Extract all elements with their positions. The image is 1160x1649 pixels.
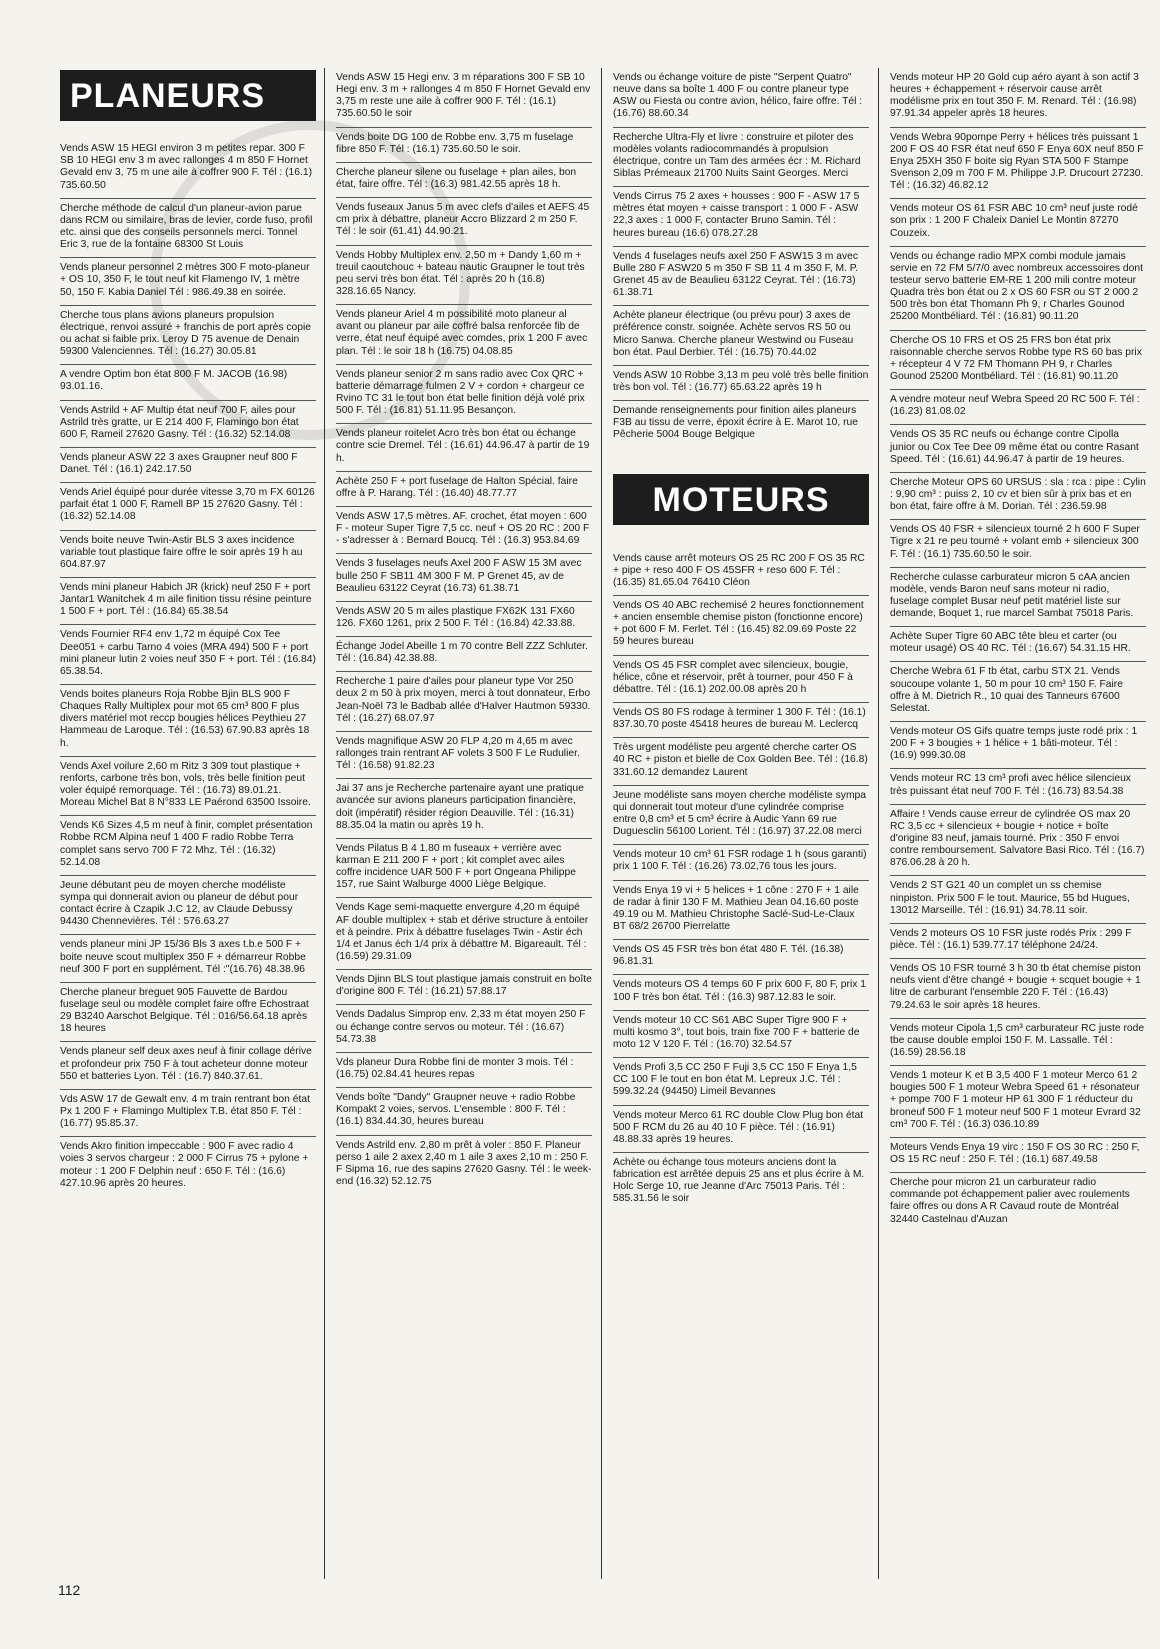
section-header-moteurs: MOTEURS <box>613 474 869 525</box>
section-header-planeurs: PLANEURS <box>60 70 316 121</box>
classified-ad: Vends K6 Sizes 4,5 m neuf à finir, complet présentation Robbe RCM Alpina neuf 1 400 F radio Robbe Terra complet sans servo 700 F 72 Mhz. Tél : (16.32) 52.14.08 <box>60 816 316 876</box>
classified-ad: Vends Hobby Multiplex env. 2,50 m + Dandy 1,60 m + treuil caoutchouc + bateau nautic Graupner le tout très peu servi très bon état. Tél : après 20 h (16.8) 328.16.65 Nancy. <box>336 246 592 306</box>
column-divider <box>878 68 879 1579</box>
classified-ad: Vends Profi 3,5 CC 250 F Fuji 3,5 CC 150 F Enya 1,5 CC 100 F le tout en bon état M. Lepreux J.C. Tél : 599.32.24 (94450) Limeil Bevannes <box>613 1058 869 1105</box>
classified-ad: Vends boites planeurs Roja Robbe Bjin BLS 900 F Chaques Rally Multiplex pour mot 65 cm³ 800 F plus divers matériel mot reccp bougies hélices Peythieu 27 Hammeau de Laroque. Tél : (16.53) 67.90.83 après 18 h. <box>60 685 316 757</box>
classified-ad: Vends moteur Cipola 1,5 cm³ carburateur RC juste rode tbe cause double emploi 150 F. M. Lassalle. Tél : (16.59) 28.56.18 <box>890 1019 1146 1066</box>
classified-ad: Vends boite neuve Twin-Astir BLS 3 axes incidence variable tout plastique faire offre le soir après 19 h au 604.87.97 <box>60 531 316 578</box>
classified-ad: Cherche planeur silene ou fuselage + plan ailes, bon état, faire offre. Tél : (16.3) 981.42.55 après 18 h. <box>336 163 592 198</box>
classified-ad: Cherche méthode de calcul d'un planeur-avion parue dans RCM ou similaire, bras de levier, corde fuso, profil etc. ainsi que des conseils personnels merci. Tonnel Eric 3, rue de la fontaine 68300 St Louis <box>60 199 316 259</box>
classified-ad: Vends OS 40 ABC rechemisé 2 heures fonctionnement + ancien ensemble chemise piston (fonctionne encore) + pot 600 F M. Ferlet. Tél : (16.45) 82.09.69 Poste 22 59 heures bureau <box>613 596 869 656</box>
classified-ad: Vends fuseaux Janus 5 m avec clefs d'ailes et AEFS 45 cm prix à débattre, planeur Accro Blizzard 2 m 250 F. Tél : le soir (61.41) 44.90.21. <box>336 198 592 245</box>
classified-ad: Vends OS 45 FSR complet avec silencieux, bougie, hélice, cône et réservoir, prêt à tourner, pour 450 F à débattre. Tél : (16.1) 202.00.08 après 20 h <box>613 656 869 703</box>
classified-ad: Vends Astrild env. 2,80 m prêt à voler : 850 F. Planeur perso 1 aile 2 axex 2,40 m 1 aile 3 axes 2,10 m : 250 F. F Sipma 16, rue des sapins 27620 Gasny. Tél : le week-end (16.32) 52.12.75 <box>336 1139 592 1187</box>
classified-ad: Vends planeur ASW 22 3 axes Graupner neuf 800 F Danet. Tél : (16.1) 242.17.50 <box>60 448 316 483</box>
classified-ad: Vends OS 40 FSR + silencieux tourné 2 h 600 F Super Tigre x 21 re peu tourné + volant emb + silencieux 300 F. Tél : (16.1) 735.60.50 le soir. <box>890 520 1146 567</box>
classified-ad: Vends ASW 17,5 mètres. AF. crochet, état moyen : 600 F - moteur Super Tigre 7,5 cc. neuf + OS 20 RC : 200 F - s'adresser à : Bernard Boucq. Tél : (16.3) 953.84.69 <box>336 507 592 554</box>
classified-ad: Vends cause arrêt moteurs OS 25 RC 200 F OS 35 RC + pipe + reso 400 F OS 45SFR + reso 600 F. Tél : (16.35) 81.65.04 76410 Cléon <box>613 549 869 596</box>
classified-ad: Vends Akro finition impeccable : 900 F avec radio 4 voies 3 servos chargeur : 2 000 F Cirrus 75 + pylone + moteur : 1 200 F Delphin neuf : 650 F. Tél : (16.6) 427.10.96 après 20 heures. <box>60 1141 309 1189</box>
classified-ad: Vends planeur senior 2 m sans radio avec Cox QRC + batterie démarrage fulmen 2 V + cordon + chargeur ce Rvino TC 31 le tout bon état belle finition déjà volé prix 500 F. Tél : (16.81) 51.11.95 Besançon. <box>336 365 592 425</box>
classified-ad: Demande renseignements pour finition ailes planeurs F3B au tissu de verre, époxit écrire à E. Marot 10, rue Pêcherie 5004 Bouge Belgique <box>613 405 858 441</box>
column-4 <box>890 68 1146 1579</box>
classified-ad: Vends moteur Merco 61 RC double Clow Plug bon état 500 F RCM du 26 au 40 10 F pièce. Tél : (16.91) 48.88.33 après 19 heures. <box>613 1106 869 1153</box>
classified-ad: Vends moteur HP 20 Gold cup aéro ayant à son actif 3 heures + échappement + réservoir cause arrêt modélisme prix en tout 350 F. M. Renard. Tél : (16.98) 97.91.34 appeler après 18 heures. <box>890 68 1146 128</box>
classified-ad: Vends OS 10 FSR tourné 3 h 30 tb état chemise piston neufs vient d'être changé + bougie + scquet bougie + 1 litre de carburant l'ensemble 220 F. Tél : (16.43) 79.24.63 le soir après 18 heures. <box>890 959 1146 1019</box>
classified-ad: A vendre Optim bon état 800 F M. JACOB (16.98) 93.01.16. <box>60 365 316 400</box>
column-divider <box>324 68 325 1579</box>
classified-ad: Vends 4 fuselages neufs axel 250 F ASW15 3 m avec Bulle 280 F ASW20 5 m 350 F SB 11 4 m 350 F, M. P. Grenet 45 av de Beaulieu 63122 Ceyrat. Tél : (16.73) 61.38.71 <box>613 247 869 307</box>
classified-ad: Vends 1 moteur K et B 3,5 400 F 1 moteur Merco 61 2 bougies 500 F 1 moteur Webra Speed 61 + résonateur + pompe 700 F 1 moteur HP 61 300 F 1 réducteur du broneuf 500 F 1 moteur neuf 500 F 1 moteur Evrard 32 cm³ 700 F. Tél : (16.3) 036.10.89 <box>890 1066 1146 1138</box>
classified-ad: Vends Enya 19 vi + 5 helices + 1 cône : 270 F + 1 aile de radar à finir 130 F M. Mathieu Jean 04.16.60 poste 49.19 ou M. Mathieu Christophe Saclé-Sud-Le-Claux BT 68/2 26700 Pierrelatte <box>613 881 869 941</box>
classified-ad: Vends OS 35 RC neufs ou échange contre Cipolla junior ou Cox Tee Dee 09 même état ou contre Rasant Speed. Tél : (16.61) 44.96.47 à partir de 19 heures. <box>890 425 1146 472</box>
classified-ad: Vends Ariel équipé pour durée vitesse 3,70 m FX 60126 parfait état 1 000 F, Ramell BP 15 27620 Gasny. Tél : (16.32) 52.14.08 <box>60 483 316 530</box>
column-1 <box>60 68 316 1579</box>
classified-ad: Vends OS 80 FS rodage à terminer 1 300 F. Tél : (16.1) 837.30.70 poste 45418 heures de bureau M. Leclercq <box>613 703 869 738</box>
classified-ad: Vends Fournier RF4 env 1,72 m équipé Cox Tee Dee051 + carbu Tarno 4 voies (MRA 494) 500 F + port mini planeur lutin 2 voies neuf 350 F + port. Tél : (16.84) 65.38.54. <box>60 625 316 685</box>
classified-ad: Vends ou échange voiture de piste "Serpent Quatro" neuve dans sa boîte 1 400 F ou contre planeur type ASW ou Fiesta ou contre avion, hélico, faire offre. Tél : (16.76) 88.60.34 <box>613 68 869 128</box>
classified-ad: Cherche Moteur OPS 60 URSUS : sla : rca : pipe : Cylin : 9,90 cm³ : puiss 2, 10 cv et bien sûr à prix bas et en bon état, faire offre à M. Dorian. Tél : 236.59.98 <box>890 473 1146 520</box>
classified-ad: Cherche tous plans avions planeurs propulsion électrique, renvoi assuré + franchis de port après copie ou achat si faible prix. Leroy D 75 avenue de Denain 59300 Valenciennes. Tél : (16.27) 30.05.81 <box>60 306 316 366</box>
classified-ad: Vends moteur 10 CC S61 ABC Super Tigre 900 F + multi kosmo 3°, tout bois, train fixe 700 F + batterie de moto 12 V 120 F. Tél : (16.70) 32.54.57 <box>613 1011 869 1058</box>
classified-ad: Vends mini planeur Habich JR (krick) neuf 250 F + port Jantar1 Wanitchek 4 m aile finition tissu résine peinture 1 500 F + port. Tél : (16.84) 65.38.54 <box>60 578 316 625</box>
classified-ad: Vends 2 moteurs OS 10 FSR juste rodés Prix : 299 F pièce. Tél : (16.1) 539.77.17 téléphone 24/24. <box>890 924 1146 959</box>
classified-ad: Achète planeur électrique (ou prévu pour) 3 axes de préférence constr. soignée. Achète servos RS 50 ou Micro Sanwa. Cherche planeur Westwind ou Fuseau bon état. Paul Derbier. Tél : (16.75) 70.44.02 <box>613 306 869 366</box>
classified-ad: A vendre moteur neuf Webra Speed 20 RC 500 F. Tél : (16.23) 81.08.02 <box>890 390 1146 425</box>
classified-ad: Cherche planeur breguet 905 Fauvette de Bardou fuselage seul ou modèle complet faire offre Echostraat 29 B3240 Aarschot Belgique. Tél : 016/56.64.18 après 18 heures <box>60 983 316 1043</box>
classified-ad: Jai 37 ans je Recherche partenaire ayant une pratique avancée sur avions planeurs participation financière, doit (impératif) résider région Deauville. Tél : (16.31) 88.35.04 la matin ou après 19 h. <box>336 779 592 839</box>
classified-ad: Vends Webra 90pompe Perry + hélices très puissant 1 200 F OS 40 FSR état neuf 650 F Enya 60X neuf 850 F Enya 25XH 350 F boite sig Ryan STA 500 F Stampe Svenson 2,09 m 700 F M. Philippe J.P. Drucourt 27230. Tél : (16.32) 46.82.12 <box>890 128 1146 200</box>
column-divider <box>601 68 602 1579</box>
classified-ad: Recherche 1 paire d'ailes pour planeur type Vor 250 deux 2 m 50 à prix moyen, merci à tout donnateur, Erbo Jean-Noël 73 le Badbab allée d'Halver Hautmon 59330. Tél : (16.27) 68.07.97 <box>336 672 592 732</box>
classified-ad: Vends 2 ST G21 40 un complet un ss chemise ninpiston. Prix 500 F le tout. Maurice, 55 bd Hugues, 13012 Marseille. Tél : (16.91) 34.78.11 soir. <box>890 876 1146 923</box>
classified-ad: Vends OS 45 FSR très bon état 480 F. Tél. (16.38) 96.81.31 <box>613 940 869 975</box>
classified-ad: Vends moteur 10 cm³ 61 FSR rodage 1 h (sous garanti) prix 1 100 F. Tél : (16.26) 73.02,76 tous les jours. <box>613 845 869 880</box>
classified-ad: Vends boite DG 100 de Robbe env. 3,75 m fuselage fibre 850 F. Tél : (16.1) 735.60.50 le soir. <box>336 128 592 163</box>
classified-ad: Vends moteur OS 61 FSR ABC 10 cm³ neuf juste rodé son prix : 1 200 F Chaleix Daniel Le Montin 87270 Couzeix. <box>890 199 1146 246</box>
classified-ad: Cherche OS 10 FRS et OS 25 FRS bon état prix raisonnable cherche servos Robbe type RS 60 bas prix + récepteur 4 V 72 FM Thomann PH 9, r Charles Gounod 25200 Montbéliard. Tél : (16.81) 90.11.20 <box>890 331 1146 391</box>
classified-ad: Très urgent modéliste peu argenté cherche carter OS 40 RC + piston et bielle de Cox Golden Bee. Tél : (16.8) 331.60.12 demandez Laurent <box>613 738 869 785</box>
classified-ad: Cherche pour micron 21 un carburateur radio commande pot échappement palier avec roulements faire offres ou dons A R Cavaud route de Montréal 32440 Castelnau d'Auzan <box>890 1177 1130 1225</box>
classified-ad: Achète Super Tigre 60 ABC tête bleu et carter (ou moteur usagé) OS 40 RC. Tél : (16.67) 54.31.15 HR. <box>890 627 1146 662</box>
classified-ad: Vends moteurs OS 4 temps 60 F prix 600 F, 80 F, prix 1 100 F très bon état. Tél : (16.3) 987.12.83 le soir. <box>613 975 869 1010</box>
classified-ad: Vends boîte "Dandy" Graupner neuve + radio Robbe Kompakt 2 voies, servos. L'ensemble : 800 F. Tél : (16.1) 834.44.30, heures bureau <box>336 1088 592 1135</box>
column-2 <box>336 68 592 1579</box>
classified-ad: Achète 250 F + port fuselage de Halton Spécial. faire offre à P. Harang. Tél : (16.40) 48.77.77 <box>336 472 592 507</box>
classified-ad: Vends planeur Ariel 4 m possibilité moto planeur al avant ou planeur par aile coffré balsa renforcée fib de verre, état neuf équipé avec comdes, prix 1 200 F avec plan. Tél : le soir 18 h (16.75) 04.08.85 <box>336 305 592 365</box>
classified-ad: Vends planeur roitelet Acro très bon état ou échange contre scie Dremel. Tél : (16.61) 44.96.47 à partir de 19 h. <box>336 424 592 471</box>
classified-ad: Recherche Ultra-Fly et livre : construire et piloter des modèles volants radiocommandés à propulsion électrique, contre un Tam des armées écr : M. Richard Siblas Prémeaux 21700 Nuits Saint Georges. Merci <box>613 128 869 188</box>
classified-ad: Achète ou échange tous moteurs anciens dont la fabrication est arrêtée depuis 25 ans et plus écrire à M. Holc Serge 10, rue Jeanne d'Arc 75013 Paris. Tél : 585.31.56 le soir <box>613 1156 865 1205</box>
classified-ad: Vends ASW 20 5 m ailes plastique FX62K 131 FX60 126. FX60 1261, prix 2 500 F. Tél : (16.84) 42.33.88. <box>336 602 592 637</box>
classified-ad: Vends 3 fuselages neufs Axel 200 F ASW 15 3M avec bulle 250 F SB11 4M 300 F M. P Grenet 45, av de Beaulieu 63122 Ceyrat (16.73) 61.38.71 <box>336 554 592 601</box>
classified-ad: Vds planeur Dura Robbe fini de monter 3 mois. Tél : (16.75) 02.84.41 heures repas <box>336 1053 592 1088</box>
classified-ad: Jeune débutant peu de moyen cherche modéliste sympa qui donnerait avion ou planeur de début pour contact écrire à Czapik J.C 12, av Claude Debussy 94430 Chennevières. Tél : 576.63.27 <box>60 876 316 936</box>
classified-ad: Vends ASW 15 HEGI environ 3 m petites repar. 300 F SB 10 HEGI env 3 m avec rallonges 4 m 850 F Hornet Gevald env 3, 75 m une aile à coffrer 900 F. Tél : (16.1) 735.60.50 <box>60 139 316 199</box>
classified-ad: Vends Dadalus Simprop env. 2,33 m état moyen 250 F ou échange contre servos ou moteur. Tél : (16.67) 54.73.38 <box>336 1005 592 1052</box>
classified-ad: Vends ASW 10 Robbe 3,13 m peu volé très belle finition très bon vol. Tél : (16.77) 65.63.22 après 19 h <box>613 366 869 401</box>
classified-ad: Cherche Webra 61 F tb état, carbu STX 21. Vends soucoupe volante 1, 50 m pour 10 cm³ 150 F. Faire offre à M. Dietrich R., 10 quai des Tanneurs 67600 Selestat. <box>890 662 1146 722</box>
classified-ad: Vends Astrild + AF Multip état neuf 700 F, ailes pour Astrild très gratte, ur E 214 400 F, Flamingo bon état 600 F, Rameil 27620 Gasny. Tél : (16.32) 52.14.08 <box>60 401 316 448</box>
classified-ad: Vends magnifique ASW 20 FLP 4,20 m 4,65 m avec rallonges train rentrant AF volets 3 500 F Le Rudulier. Tél : (16.58) 91.82.23 <box>336 732 592 779</box>
classified-ad: Jeune modéliste sans moyen cherche modéliste sympa qui donnerait tout moteur d'une cylindrée comprise entre 0,8 cm³ et 5 cm³ écrire à Audic Yann 69 rue Duguesclin 56100 Lorient. Tél : (16.97) 37.22.08 merci <box>613 786 869 846</box>
classified-ad: Affaire ! Vends cause erreur de cylindrée OS max 20 RC 3,5 cc + silencieux + bougie + notice + boîte d'origine 83 neuf, jamais tourné. Prix : 350 F envoi contre remboursement. Salvatore Basi Rico. Tél : (16.7) 876.06.28 à 20 h. <box>890 805 1146 877</box>
classified-ad: vends planeur mini JP 15/36 Bls 3 axes t.b.e 500 F + boite neuve scout multiplex 350 F + démarreur Robbe neuf 300 F port en supplément. Tél :"(16.76) 48.38.96 <box>60 935 316 982</box>
classified-ad: Vends Axel voilure 2,60 m Ritz 3 309 tout plastique + renforts, carbone très bon, vols, très belle finition peut voler équipé remorquage. Tél : (16.73) 89.01.21. Moreau Michel Bat 8 N°833 LE Paérond 63500 Issoire. <box>60 757 316 817</box>
classified-ad: Vends planeur self deux axes neuf à finir collage dérive et profondeur prix 750 F à tout acheteur donne moteur 550 et batteries Lyon. Tél : (16.7) 840.37.61. <box>60 1042 316 1089</box>
classified-ad: Échange Jodel Abeille 1 m 70 contre Bell ZZZ Schluter. Tél : (16.84) 42.38.88. <box>336 637 592 672</box>
page-number: 112 <box>58 1582 81 1598</box>
column-3 <box>613 68 869 1579</box>
classified-ad: Vends Cirrus 75 2 axes + housses : 900 F - ASW 17 5 mètres état moyen + caisse transport : 1 000 F - ASW 22,3 axes : 1 000 F, contacter Bruno Samin. Tél : heures bureau (16.6) 078.27.28 <box>613 187 869 247</box>
classified-ad: Vends ASW 15 Hegi env. 3 m réparations 300 F SB 10 Hegi env. 3 m + rallonges 4 m 850 F Hornet Gevald env 3,75 m reste une aile à coffrer 900 F. Tél : (16.1) 735.60.50 le soir <box>336 68 592 128</box>
classified-ad: Vends Pilatus B 4 1.80 m fuseaux + verrière avec karman E 211 200 F + port ; kit complet avec ailes coffre incidence UAR 500 F + port Ongeana Philippe 157, rue Saint Walburge 4000 Liège Belgique. <box>336 839 592 899</box>
classified-ad: Vends Kage semi-maquette envergure 4,20 m équipé AF double multiplex + stab et dérive structure à entoiler et à peindre. Prix à débattre fuselages Twin - Astir éch 1/4 et Janus éch 1/4 prix à débattre M. Bigareault. Tél : (16.59) 29.31.09 <box>336 898 592 970</box>
classified-ad: Vends moteur OS Gifs quatre temps juste rodé prix : 1 200 F + 3 bougies + 1 hélice + 1 bâti-moteur. Tél : (16.9) 999.30.08 <box>890 722 1146 769</box>
classified-ad: Recherche culasse carburateur micron 5 cAA ancien modèle, vends Baron neuf sans moteur ni radio, fuselage complet Busar neuf petit matériel liste sur demande, Boquet 1, rue marcel Sambat 75018 Paris. <box>890 568 1146 628</box>
classified-ad: Moteurs Vends Enya 19 virc : 150 F OS 30 RC : 250 F, OS 15 RC neuf : 250 F. Tél : (16.1) 687.49.58 <box>890 1138 1146 1173</box>
classified-ad: Vends moteur RC 13 cm³ profi avec hélice silencieux très puissant état neuf 700 F. Tél : (16.73) 83.54.38 <box>890 769 1146 804</box>
classified-ad: Vends planeur personnel 2 mètres 300 F moto-planeur + OS 10, 350 F, le tout neuf kit Flamengo IV, 1 mètre 50, 150 F. Kabia Daniel Tél : 986.49.38 en soirée. <box>60 258 316 305</box>
classified-ad: Vends Djinn BLS tout plastique jamais construit en boîte d'origine 800 F. Tél : (16.21) 57.88.17 <box>336 970 592 1005</box>
classified-ad: Vends ou échange radio MPX combi module jamais servie en 72 FM 5/7/0 avec nombreux accessoires dont testeur servo batterie EM-RE 1 200 mili contre moteur Quadra très bon état ou 2 x OS 60 FSR ou ST 2 000 2 500 très bon état Thomann Ph 9, r Charles Gounod 25200 Montbéliard. Tél : (16.81) 90.11.20 <box>890 247 1146 331</box>
classified-ad: Vds ASW 17 de Gewalt env. 4 m train rentrant bon état Px 1 200 F + Flamingo Multiplex T.B. état 850 F. Tél : (16.77) 95.85.37. <box>60 1090 316 1137</box>
